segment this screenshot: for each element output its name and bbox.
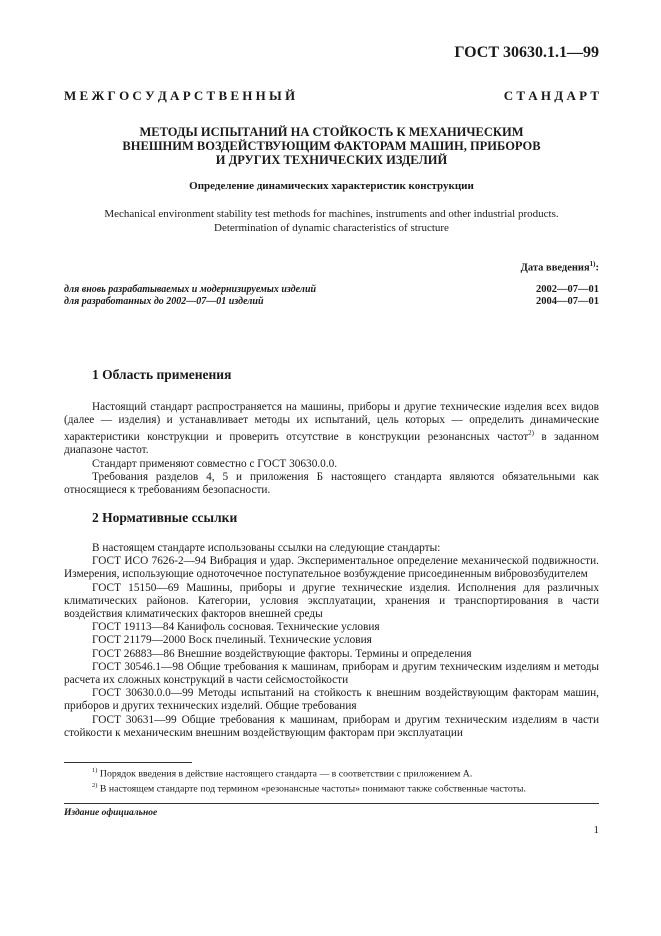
- paragraph: В настоящем стандарте использованы ссылки на следующие стандарты:: [92, 542, 441, 554]
- introduction-row-date: 2002—07—01: [536, 284, 599, 295]
- banner-word-interstate: М Е Ж Г О С У Д А Р С Т В Е Н Н Ы Й: [64, 88, 296, 103]
- footnote-ref: 2): [528, 429, 534, 438]
- page-number: 1: [593, 824, 599, 836]
- paragraph: Требования разделов 4, 5 и приложения Б настоящего стандарта являются обязательными как относящиеся к требованиям безопасности.: [64, 470, 599, 496]
- section-2-heading: 2 Нормативные ссылки: [92, 510, 238, 525]
- footnote-mark: 1): [92, 767, 98, 774]
- edition-separator: [64, 803, 599, 804]
- introduction-row: [64, 296, 599, 307]
- footnote-ref: 1): [589, 260, 596, 268]
- introduction-date-label: Дата введения$^{1)}$:: [520, 260, 599, 274]
- introduction-row-date: 2004—07—01: [536, 296, 599, 307]
- footnote-mark: 2): [92, 782, 98, 790]
- footnote-item: $^{2)}$ В настоящем стандарте под термином «резонансные частоты» понимают также собственные частоты.: [92, 782, 526, 795]
- section-1-body: [64, 401, 599, 497]
- document-subtitle: Определение динамических характеристик конструкции: [189, 180, 474, 192]
- introduction-row-text: для вновь разрабатываемых и модернизируемых изделий: [64, 284, 317, 295]
- introduction-row: [64, 284, 599, 295]
- interstate-standard-banner: [64, 88, 599, 104]
- official-edition-label: Издание официальное: [64, 808, 158, 818]
- title-line: МЕТОДЫ ИСПЫТАНИЙ НА СТОЙКОСТЬ К МЕХАНИЧЕСКИМ: [139, 125, 524, 139]
- english-title-line: Determination of dynamic characteristics of structure: [214, 221, 449, 234]
- reference-item: ГОСТ ИСО 7626-2—94 Вибрация и удар. Экспериментальное определение механической подвижности. Измерения, использующие одноточечное поступательное возбуждение присоединенным вибровозбудителем: [64, 555, 599, 581]
- reference-item: ГОСТ 30546.1—98 Общие требования к машинам, приборам и другим техническим изделиям и методы расчета их сложных конструкций в части сейсмостойкости: [64, 660, 599, 687]
- paragraph: Стандарт применяют совместно с ГОСТ 30630.0.0.: [92, 457, 338, 470]
- english-title-line: Mechanical environment stability test methods for machines, instruments and other industrial products.: [104, 208, 559, 220]
- reference-item: ГОСТ 15150—69 Машины, приборы и другие технические изделия. Исполнения для различных климатических районов. Категории, условия эксплуатации, хранения и транспортирования в части воздействия климатических факторов внешней среды: [64, 581, 599, 621]
- section-1-heading: 1 Область применения: [92, 367, 232, 382]
- title-line: И ДРУГИХ ТЕХНИЧЕСКИХ ИЗДЕЛИЙ: [215, 153, 448, 167]
- footnotes: [64, 765, 599, 796]
- paragraph: Настоящий стандарт распространяется на машины, приборы и другие технические изделия всех видов (далее — изделия) и устанавливает методы их испытаний, цель которых — определить динамические характеристики конструкции и проверить отсутствие в конструкции резонансных частот$^{2)}$ в заданном диапазоне частот.: [64, 401, 599, 457]
- section-2-body: [64, 542, 599, 740]
- reference-item: ГОСТ 21179—2000 Воск пчелиный. Технические условия: [92, 634, 372, 647]
- footnote-separator: [64, 762, 192, 763]
- document-title: [64, 125, 599, 167]
- footnote-item: $^{1)}$ Порядок введения в действие настоящего стандарта — в соответствии с приложением А.: [92, 767, 473, 780]
- reference-item: ГОСТ 26883—86 Внешние воздействующие факторы. Термины и определения: [92, 647, 472, 660]
- banner-word-standard: С Т А Н Д А Р Т: [503, 88, 599, 103]
- english-title: [64, 208, 599, 235]
- reference-item: ГОСТ 30631—99 Общие требования к машинам, приборам и другим техническим изделиям в части стойкости к механическим внешним воздействующим факторам при эксплуатации: [64, 713, 599, 739]
- standard-code: ГОСТ 30630.1.1—99: [454, 44, 599, 61]
- introduction-row-text: для разработанных до 2002—07—01 изделий: [64, 296, 264, 307]
- reference-item: ГОСТ 19113—84 Канифоль сосновая. Технические условия: [92, 621, 380, 634]
- reference-item: ГОСТ 30630.0.0—99 Методы испытаний на стойкость к внешним воздействующим факторам машин, приборов и других технических изделий. Общие требования: [64, 687, 599, 713]
- title-line: ВНЕШНИМ ВОЗДЕЙСТВУЮЩИМ ФАКТОРАМ МАШИН, ПРИБОРОВ: [122, 139, 541, 153]
